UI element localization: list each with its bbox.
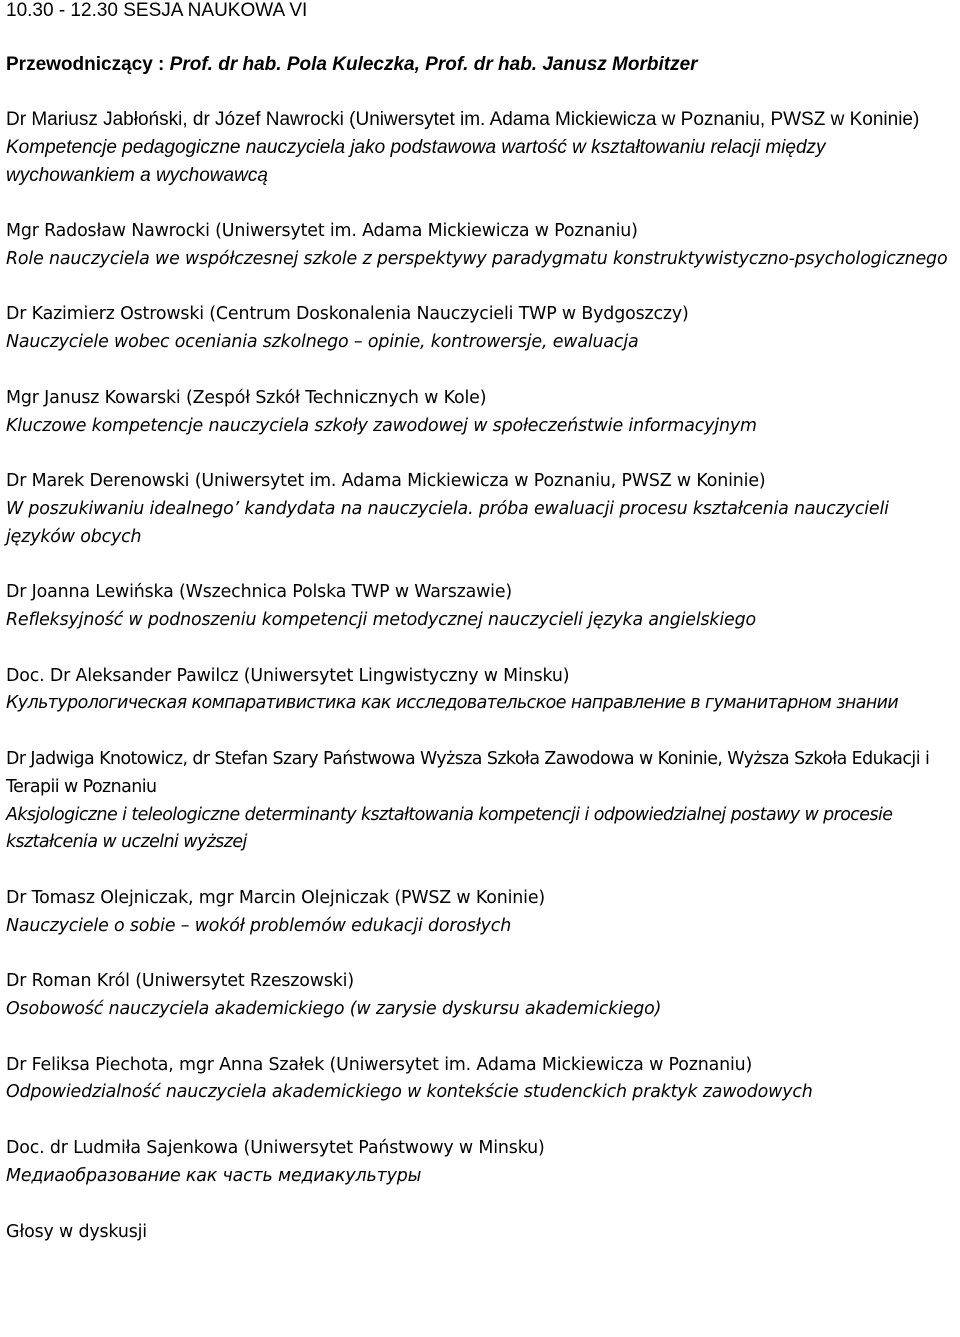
talk-author: Dr Roman Król (Uniwersytet Rzeszowski): [6, 971, 354, 992]
talk-title: Odpowiedzialność nauczyciela akademickiego w kontekście studenckich praktyk zawodowych: [6, 1082, 813, 1103]
talk-item: [6, 385, 956, 440]
talk-title: W poszukiwaniu idealnego’ kandydata na nauczyciela. próba ewaluacji procesu kształcenia nauczycieli języków obcych: [6, 498, 889, 547]
chairs-names: Prof. dr hab. Pola Kuleczka, Prof. dr hab. Janusz Morbitzer: [169, 54, 698, 75]
talk-title: Kluczowe kompetencje nauczyciela szkoły zawodowej w społeczeństwie informacyjnym: [6, 415, 757, 436]
talk-author: Mgr Radosław Nawrocki (Uniwersytet im. Adama Mickiewicza w Poznaniu): [6, 221, 638, 241]
session-chairs: [6, 51, 698, 79]
talk-item: [6, 106, 956, 190]
talk-item: [6, 968, 956, 1023]
talk-author: Dr Jadwiga Knotowicz, dr Stefan Szary Państwowa Wyższa Szkoła Zawodowa w Koninie, Wyższa Szkoła Edukacji i Terapii w Poznaniu: [6, 749, 930, 797]
talk-title: Aksjologiczne i teleologiczne determinanty kształtowania kompetencji i odpowiedzialnej postawy w procesie kształcenia w uczelni wyższej: [6, 804, 893, 853]
talk-author: Dr Marek Derenowski (Uniwersytet im. Adama Mickiewicza w Poznaniu, PWSZ w Koninie): [6, 471, 766, 492]
talk-item: [6, 1135, 956, 1190]
talk-title: Kompetencje pedagogiczne nauczyciela jako podstawowa wartość w kształtowaniu relacji między wychowankiem a wychowawcą: [6, 137, 826, 186]
talk-title: Osobowość nauczyciela akademickiego (w zarysie dyskursu akademickiego): [6, 999, 662, 1020]
talk-author: Dr Mariusz Jabłoński, dr Józef Nawrocki (Uniwersytet im. Adama Mickiewicza w Poznaniu, PWSZ w Koninie): [6, 109, 920, 130]
talks-list: [6, 106, 956, 1246]
talk-item: [6, 1052, 956, 1107]
talk-item: [6, 579, 956, 634]
talk-author: Dr Joanna Lewińska (Wszechnica Polska TWP w Warszawie): [6, 582, 513, 603]
talk-item: [6, 218, 956, 273]
talk-item: [6, 885, 956, 940]
talk-item: [6, 746, 956, 857]
talk-title: Медиаобразование как часть медиакультуры: [6, 1165, 422, 1186]
talk-title: Nauczyciele o sobie – wokół problemów edukacji dorosłych: [6, 915, 512, 936]
chairs-label: Przewodniczący :: [6, 54, 165, 75]
session-heading: 10.30 - 12.30 SESJA NAUKOWA VI: [6, 0, 308, 21]
talk-title: Refleksyjność w podnoszeniu kompetencji metodycznej nauczycieli języka angielskiego: [6, 610, 756, 631]
discussion-note: Głosy w dyskusji: [6, 1221, 147, 1242]
talk-author: Doc. Dr Aleksander Pawilcz (Uniwersytet Lingwistyczny w Minsku): [6, 665, 570, 686]
talk-item: [6, 301, 956, 356]
talk-item: [6, 663, 956, 718]
talk-author: Dr Kazimierz Ostrowski (Centrum Doskonalenia Nauczycieli TWP w Bydgoszczy): [6, 304, 689, 325]
talk-title: Nauczyciele wobec oceniania szkolnego – opinie, kontrowersje, ewaluacja: [6, 332, 639, 353]
talk-author: Dr Feliksa Piechota, mgr Anna Szałek (Uniwersytet im. Adama Mickiewicza w Poznaniu): [6, 1054, 753, 1075]
talk-author: Mgr Janusz Kowarski (Zespół Szkół Technicznych w Kole): [6, 387, 487, 408]
talk-title: Культурологическая компаративистика как исследовательское направление в гуманитарном знании: [6, 693, 899, 714]
talk-title: Role nauczyciela we współczesnej szkole z perspektywy paradygmatu konstruktywistyczno-psychologicznego: [6, 248, 948, 269]
talk-item: [6, 468, 956, 551]
talk-author: Doc. dr Ludmiła Sajenkowa (Uniwersytet Państwowy w Minsku): [6, 1138, 545, 1159]
talk-author: Dr Tomasz Olejniczak, mgr Marcin Olejniczak (PWSZ w Koninie): [6, 887, 546, 908]
